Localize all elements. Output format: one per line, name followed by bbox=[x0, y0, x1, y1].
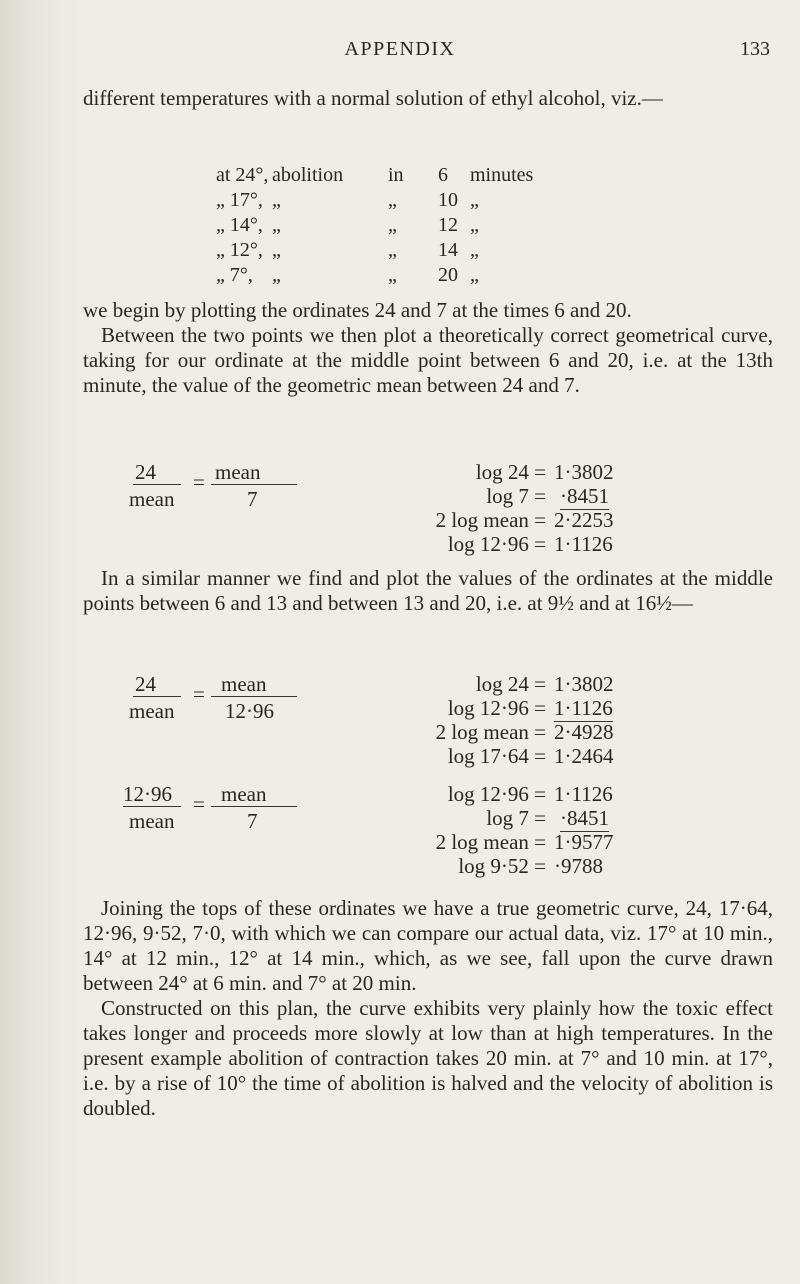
paragraph-joining-tops: Joining the tops of these ordinates we have a true geometric curve, 24, 17·64, 12·96, 9·52, 7·0, with which we can compare our actual data, viz. 17° at 10 min., 14° at 12 min., 12° at 14 min., which, as we see, fall upon the curve drawn between 24° at 6 min. and 7° at 20 min. bbox=[83, 896, 773, 995]
denominator-right: 12·96 bbox=[225, 699, 274, 723]
fraction-bar bbox=[211, 806, 297, 807]
table-cell: „ bbox=[272, 214, 281, 236]
log-value: ·9788 bbox=[554, 854, 603, 878]
log-value: 1·2464 bbox=[554, 744, 614, 768]
log-label: log 7 = bbox=[486, 806, 546, 830]
log-value: 1·1126 bbox=[554, 782, 613, 806]
table-cell: „ bbox=[388, 239, 397, 261]
log-label: log 17·64 = bbox=[447, 744, 546, 768]
log-label: 2 log mean = bbox=[435, 830, 546, 854]
paragraph-constructed: Constructed on this plan, the curve exhibits very plainly how the toxic effect takes longer and proceeds more slowly at low than at high temperatures. In the present example abolition of contraction takes 20 min. at 7° and 10 min. at 17°, i.e. by a rise of 10° the time of abolition is halved and the velocity of abolition is doubled. bbox=[83, 996, 773, 1120]
body-paragraphs-3 bbox=[83, 896, 773, 1121]
numerator-left: 12·96 bbox=[123, 782, 172, 806]
table-cell: „ 12°, bbox=[216, 239, 263, 261]
table-cell: „ bbox=[388, 189, 397, 211]
numerator-right: mean bbox=[221, 672, 267, 696]
table-cell: 6 bbox=[438, 164, 448, 186]
log-label: log 12·96 = bbox=[447, 782, 546, 806]
table-cell: 10 bbox=[438, 189, 458, 211]
fraction-bar bbox=[133, 696, 181, 697]
table-cell: 12 bbox=[438, 214, 458, 236]
denominator-right: 7 bbox=[247, 487, 258, 511]
fraction-bar bbox=[211, 484, 297, 485]
table-cell: „ bbox=[470, 189, 479, 211]
table-cell: „ bbox=[470, 239, 479, 261]
table-cell: „ bbox=[470, 214, 479, 236]
paragraph-similar-manner: In a similar manner we find and plot the values of the ordinates at the middle points between 6 and 13 and between 13 and 20, i.e. at 9½ and at 16½— bbox=[83, 566, 773, 615]
equals-sign: = bbox=[193, 470, 205, 494]
body-paragraphs-1 bbox=[83, 298, 773, 398]
table-cell: „ bbox=[388, 264, 397, 286]
table-cell: „ 14°, bbox=[216, 214, 263, 236]
table-cell: abolition bbox=[272, 164, 344, 186]
denominator-right: 7 bbox=[247, 809, 258, 833]
intro-text: different temperatures with a normal solution of ethyl alcohol, viz.— bbox=[83, 86, 663, 110]
table-cell: „ bbox=[272, 264, 281, 286]
fraction-bar bbox=[211, 696, 297, 697]
paragraph-plotting: we begin by plotting the ordinates 24 and 7 at the times 6 and 20. bbox=[83, 298, 632, 322]
log-value: ·8451 bbox=[560, 484, 609, 508]
log-label: log 24 = bbox=[475, 672, 546, 696]
table-cell: „ 7°, bbox=[216, 264, 253, 286]
log-label: log 12·96 = bbox=[447, 696, 546, 720]
numerator-right: mean bbox=[215, 460, 261, 484]
log-value: ·8451 bbox=[560, 806, 609, 830]
table-cell: at 24°, bbox=[216, 164, 269, 186]
page-number: 133 bbox=[740, 38, 770, 60]
table-cell: 14 bbox=[438, 239, 458, 261]
log-value: 1·1126 bbox=[554, 532, 613, 556]
running-head: APPENDIX bbox=[344, 38, 456, 60]
fraction-bar bbox=[133, 484, 181, 485]
table-cell: „ 17°, bbox=[216, 189, 263, 211]
table-cell: „ bbox=[272, 239, 281, 261]
paragraph-between-points: Between the two points we then plot a theoretically correct geometrical curve, taking for our ordinate at the middle point between 6 and 20, i.e. at the 13th minute, the value of the geometric mean between 24 and 7. bbox=[83, 323, 773, 397]
equals-sign: = bbox=[193, 682, 205, 706]
log-value: 2·4928 bbox=[554, 720, 614, 744]
equals-sign: = bbox=[193, 792, 205, 816]
table-cell: minutes bbox=[470, 164, 534, 186]
denominator-left: mean bbox=[129, 487, 175, 511]
numerator-left: 24 bbox=[135, 460, 156, 484]
log-label: log 24 = bbox=[475, 460, 546, 484]
numerator-right: mean bbox=[221, 782, 267, 806]
table-cell: „ bbox=[470, 264, 479, 286]
body-paragraph-2 bbox=[83, 566, 773, 616]
page-header bbox=[0, 38, 800, 68]
log-value: 1·3802 bbox=[554, 672, 614, 696]
log-value: 1·9577 bbox=[554, 830, 614, 854]
table-cell: „ bbox=[388, 214, 397, 236]
log-label: log 12·96 = bbox=[447, 532, 546, 556]
intro-paragraph bbox=[83, 86, 773, 111]
numerator-left: 24 bbox=[135, 672, 156, 696]
table-cell: „ bbox=[272, 189, 281, 211]
fraction-bar bbox=[123, 806, 181, 807]
log-value: 1·1126 bbox=[554, 696, 613, 720]
log-label: log 7 = bbox=[486, 484, 546, 508]
log-value: 2·2253 bbox=[554, 508, 614, 532]
denominator-left: mean bbox=[129, 809, 175, 833]
table-cell: 20 bbox=[438, 264, 458, 286]
log-label: 2 log mean = bbox=[435, 720, 546, 744]
table-cell: in bbox=[388, 164, 404, 186]
denominator-left: mean bbox=[129, 699, 175, 723]
log-value: 1·3802 bbox=[554, 460, 614, 484]
log-label: 2 log mean = bbox=[435, 508, 546, 532]
log-label: log 9·52 = bbox=[458, 854, 546, 878]
